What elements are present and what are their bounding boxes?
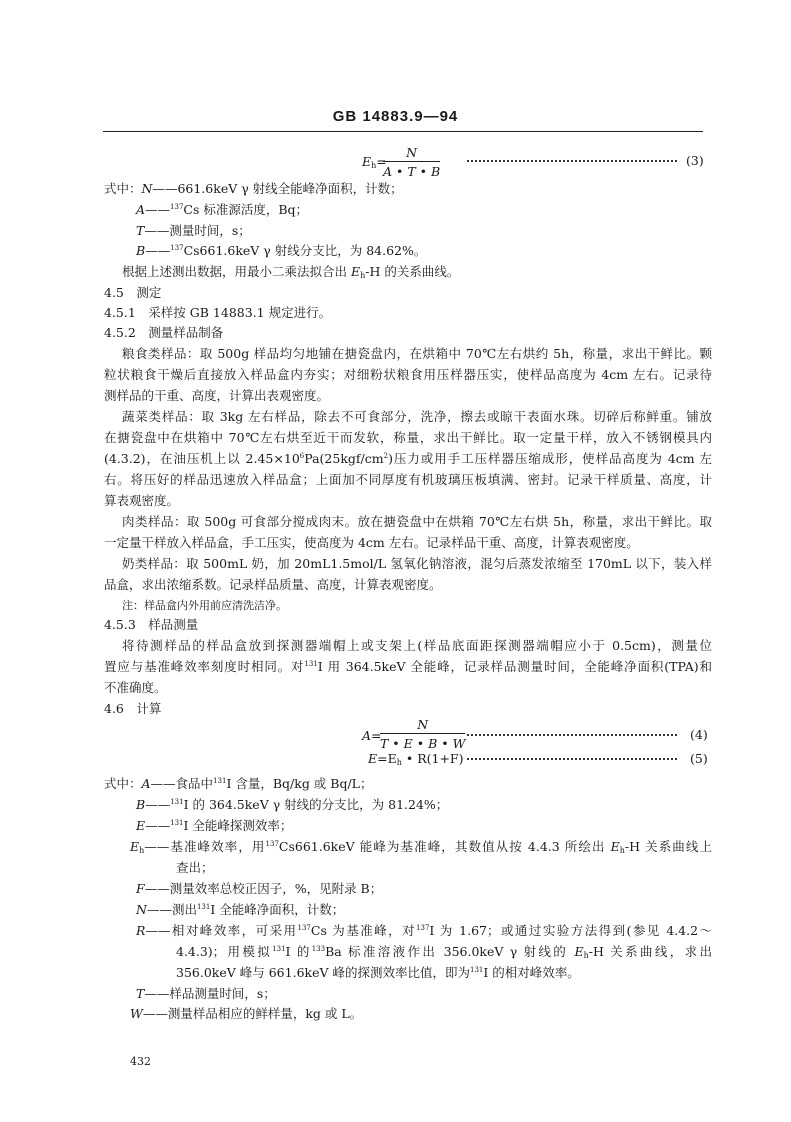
grain-line-3: 测样品的干重、高度，计算出表观密度。: [104, 388, 330, 403]
def4-E: E——$^{131}$I 全能峰探测效率；: [136, 818, 293, 833]
veg-line-3: (4.3.2)，在油压机上以 $2.45\times 10^6Pa(25kgf/cm^2)$压力或用手工压样器压缩成形，使样品高度为 4cm 左: [104, 451, 712, 466]
grain-line-2: 粒状粮食干燥后直接放入样品盒内夯实；对细粉状粮食用压样器压实，使样品高度为 4cm 左右。记录待: [104, 367, 712, 382]
meat-line-2: 一定量干样放入样品盒，手工压实，使高度为 4cm 左右。记录样品干重、高度，计算表观密度。: [104, 535, 639, 550]
def4-Eh-continued: 查出；: [176, 860, 214, 875]
eq4-leader-dots: [467, 734, 677, 736]
sample-box-note: 注：样品盒内外用前应清洗洁净。: [122, 599, 287, 612]
eq3-number: (3): [686, 153, 704, 168]
def4-A: 式中：A——食品中$^{131}$I 含量，Bq/kg 或 Bq/L；: [104, 776, 373, 791]
measure-line-1: 将待测样品的样品盒放到探测器端帽上或支架上(样品底面距探测器端帽应小于 0.5cm)，测量位: [122, 638, 712, 653]
eq4-fraction: [380, 717, 465, 751]
veg-line-2: 在搪瓷盘中在烘箱中 70℃左右烘至近干而发软，称量，求出干鲜比。取一定量干样，放入不锈钢模具内: [104, 430, 712, 445]
def3-B: B——$^{137}$Cs661.6keV γ 射线分支比，为 84.62%。: [136, 243, 427, 258]
measure-line-3: 不准确度。: [104, 680, 167, 695]
veg-line-4: 右。将压好的样品迅速放入样品盒；上面加不同厚度有机玻璃压板填满、密封。记录干样质量、高度，计: [104, 472, 712, 487]
def4-T: T——样品测量时间，s；: [136, 986, 276, 1001]
def4-W: W——测量样品相应的鲜样量，kg 或 L。: [130, 1006, 363, 1021]
page-number: 432: [130, 1055, 151, 1068]
milk-line-2: 品盒，求出浓缩系数。记录样品质量、高度，计算表观密度。: [104, 577, 442, 592]
def4-F: F——测量效率总校正因子，%，见附录 B；: [136, 881, 383, 896]
eq4-number: (4): [690, 727, 708, 742]
eq4-numerator: N: [380, 717, 465, 734]
def4-Eh: $E_h——$基准峰效率，用$^{137}$Cs661.6keV 能峰为基准峰，其数值从按 4.4.3 所绘出 $E_h-H$ 关系曲线上: [130, 839, 712, 855]
eq3-fraction: [383, 145, 440, 179]
header-rule: [103, 131, 703, 132]
def4-R-line-2: 4.4.3)；用模拟$^{131}$I 的$^{133}$Ba 标准溶液作出 356.0keV γ 射线的 $E_h-H$ 关系曲线，求出: [176, 944, 712, 960]
eq3-numerator: N: [383, 145, 440, 162]
section-4-6: 4.6 计算: [104, 701, 162, 716]
veg-line-5: 算表观密度。: [104, 493, 180, 508]
def4-B: B——$^{131}$I 的 364.5keV γ 射线的分支比，为 81.24%；: [136, 797, 449, 812]
eq4-lhs: A=: [362, 728, 382, 743]
def4-N: N——测出$^{131}$I 全能峰净面积，计数；: [136, 902, 345, 917]
measure-line-2: 置应与基准峰效率刻度时相同。对$^{131}$I 用 364.5keV 全能峰，记录样品测量时间，全能峰净面积(TPA)和: [104, 659, 712, 674]
section-4-5-3: 4.5.3 样品测量: [104, 617, 199, 632]
eq3-leader-dots: [467, 160, 677, 162]
grain-line-1: 粮食类样品：取 500g 样品均匀地铺在搪瓷盘内，在烘箱中 70℃左右烘约 5h，称量，求出干鲜比。颗: [122, 346, 712, 361]
section-4-5-1: 4.5.1 采样按 GB 14883.1 规定进行。: [104, 305, 332, 320]
eq5-expression: $E=E_h$ • R(1+F): [368, 751, 464, 767]
fit-paragraph: 根据上述测出数据，用最小二乘法拟合出 $E_h-H$ 的关系曲线。: [122, 264, 460, 280]
def3-N: 式中：N——661.6keV γ 射线全能峰净面积，计数；: [104, 181, 403, 196]
def3-A: A——$^{137}$Cs 标准源活度，Bq；: [136, 202, 309, 217]
eq5-number: (5): [690, 751, 708, 766]
standard-code-header: GB 14883.9—94: [332, 108, 459, 125]
def3-T: T——测量时间，s；: [136, 223, 251, 238]
section-4-5: 4.5 测定: [104, 285, 162, 300]
eq5-leader-dots: [467, 758, 677, 760]
section-4-5-2: 4.5.2 测量样品制备: [104, 325, 224, 340]
milk-line-1: 奶类样品：取 500mL 奶，加 20mL1.5mol/L 氢氧化钠溶液，混匀后蒸发浓缩至 170mL 以下，装入样: [122, 556, 712, 571]
eq3-denominator: A • T • B: [383, 164, 441, 179]
eq3-lhs: $E_h=$: [362, 154, 387, 170]
def4-R-line-3: 356.0keV 峰与 661.6keV 峰的探测效率比值，即为$^{131}$I 的相对峰效率。: [176, 965, 580, 980]
def4-R-line-1: R——相对峰效率，可采用$^{137}$Cs 为基准峰，对$^{137}$I 为 1.67；或通过实验方法得到(参见 4.4.2～: [136, 923, 712, 938]
eq4-denominator: T • E • B • W: [380, 736, 466, 751]
veg-line-1: 蔬菜类样品：取 3kg 左右样品，除去不可食部分，洗净，擦去或晾干表面水珠。切碎后称鲜重。铺放: [122, 409, 712, 424]
meat-line-1: 肉类样品：取 500g 可食部分搅成肉末。放在搪瓷盘中在烘箱 70℃左右烘 5h，称量，求出干鲜比。取: [122, 514, 712, 529]
